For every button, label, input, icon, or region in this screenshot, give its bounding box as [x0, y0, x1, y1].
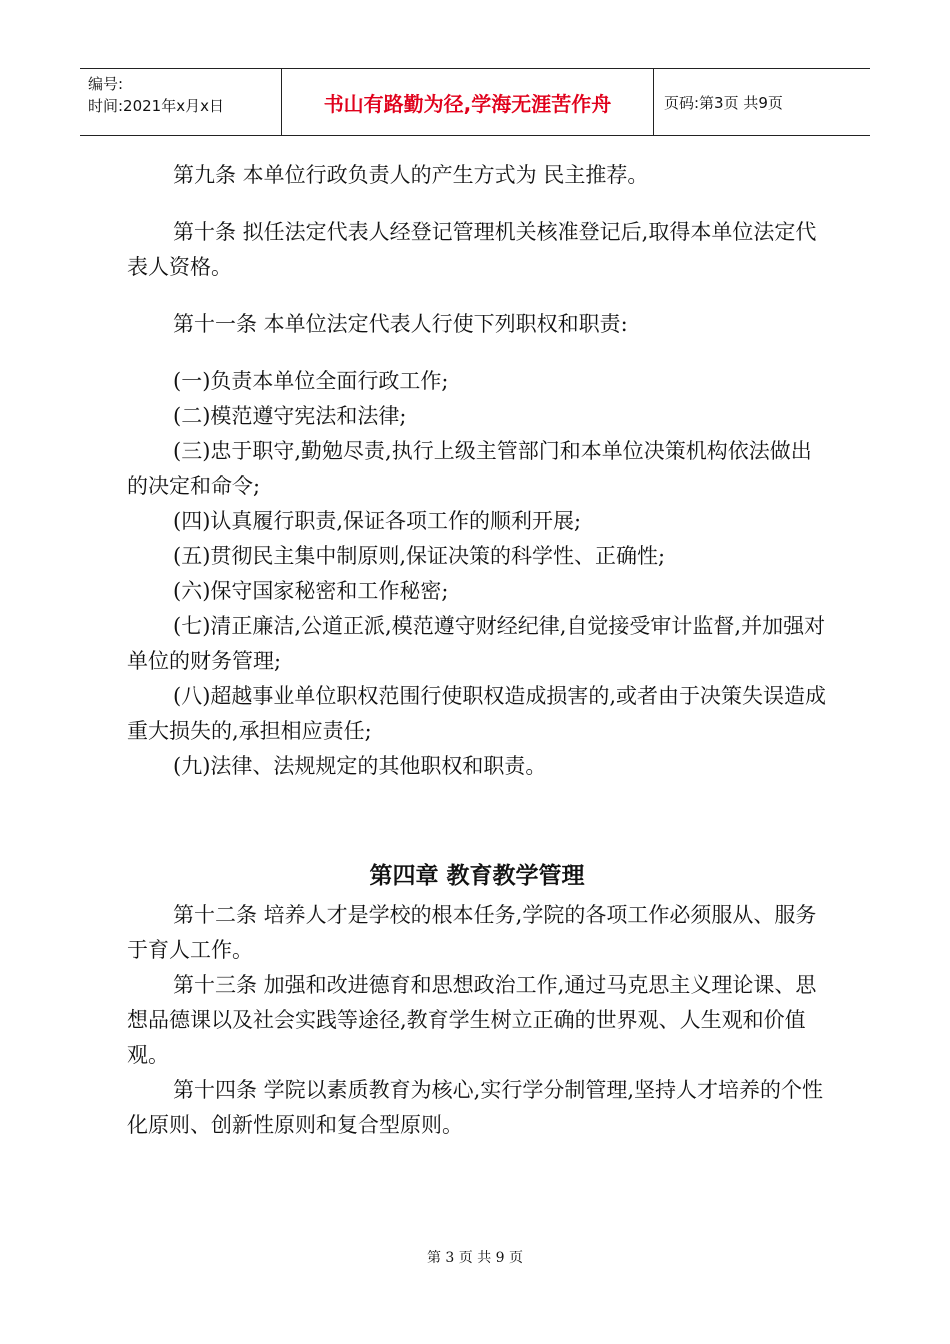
- duty-item: (六)保守国家秘密和工作秘密;: [173, 579, 449, 603]
- duty-item: (七)清正廉洁,公道正派,模范遵守财经纪律,自觉接受审计监督,并加强对单位的财务管理;: [127, 614, 826, 673]
- article-10: 第十条 拟任法定代表人经登记管理机关核准登记后,取得本单位法定代表人资格。: [127, 220, 817, 279]
- document-number-label: 编号:: [88, 75, 124, 93]
- page-footer: 第 3 页 共 9 页: [426, 1250, 524, 1266]
- header-page-info: 页码:第3页 共9页: [664, 93, 783, 112]
- duty-item: (五)贯彻民主集中制原则,保证决策的科学性、正确性;: [173, 544, 666, 568]
- header-motto: 书山有路勤为径,学海无涯苦作舟: [282, 69, 654, 135]
- article-11: 第十一条 本单位法定代表人行使下列职权和职责:: [173, 312, 628, 336]
- article-13: 第十三条 加强和改进德育和思想政治工作,通过马克思主义理论课、思想品德课以及社会实践等途径,教育学生树立正确的世界观、人生观和价值观。: [127, 973, 817, 1067]
- document-date-label: 时间:2021年x月x日: [88, 97, 224, 115]
- document-body: [127, 158, 827, 1143]
- article-9: 第九条 本单位行政负责人的产生方式为 民主推荐。: [173, 163, 649, 187]
- duty-item: (四)认真履行职责,保证各项工作的顺利开展;: [173, 509, 582, 533]
- duty-item: (九)法律、法规规定的其他职权和职责。: [173, 754, 547, 778]
- chapter-title: 第四章 教育教学管理: [369, 863, 585, 889]
- article-12: 第十二条 培养人才是学校的根本任务,学院的各项工作必须服从、服务于育人工作。: [127, 903, 817, 962]
- duty-item: (二)模范遵守宪法和法律;: [173, 404, 407, 428]
- duty-item: (三)忠于职守,勤勉尽责,执行上级主管部门和本单位决策机构依法做出的决定和命令;: [127, 439, 812, 498]
- page-header: [80, 68, 870, 136]
- duty-item: (八)超越事业单位职权范围行使职权造成损害的,或者由于决策失误造成重大损失的,承担相应责任;: [127, 684, 827, 743]
- article-14: 第十四条 学院以素质教育为核心,实行学分制管理,坚持人才培养的个性化原则、创新性原则和复合型原则。: [127, 1078, 824, 1137]
- header-meta: [80, 69, 282, 135]
- duties-list: [127, 364, 827, 784]
- duty-item: (一)负责本单位全面行政工作;: [173, 369, 449, 393]
